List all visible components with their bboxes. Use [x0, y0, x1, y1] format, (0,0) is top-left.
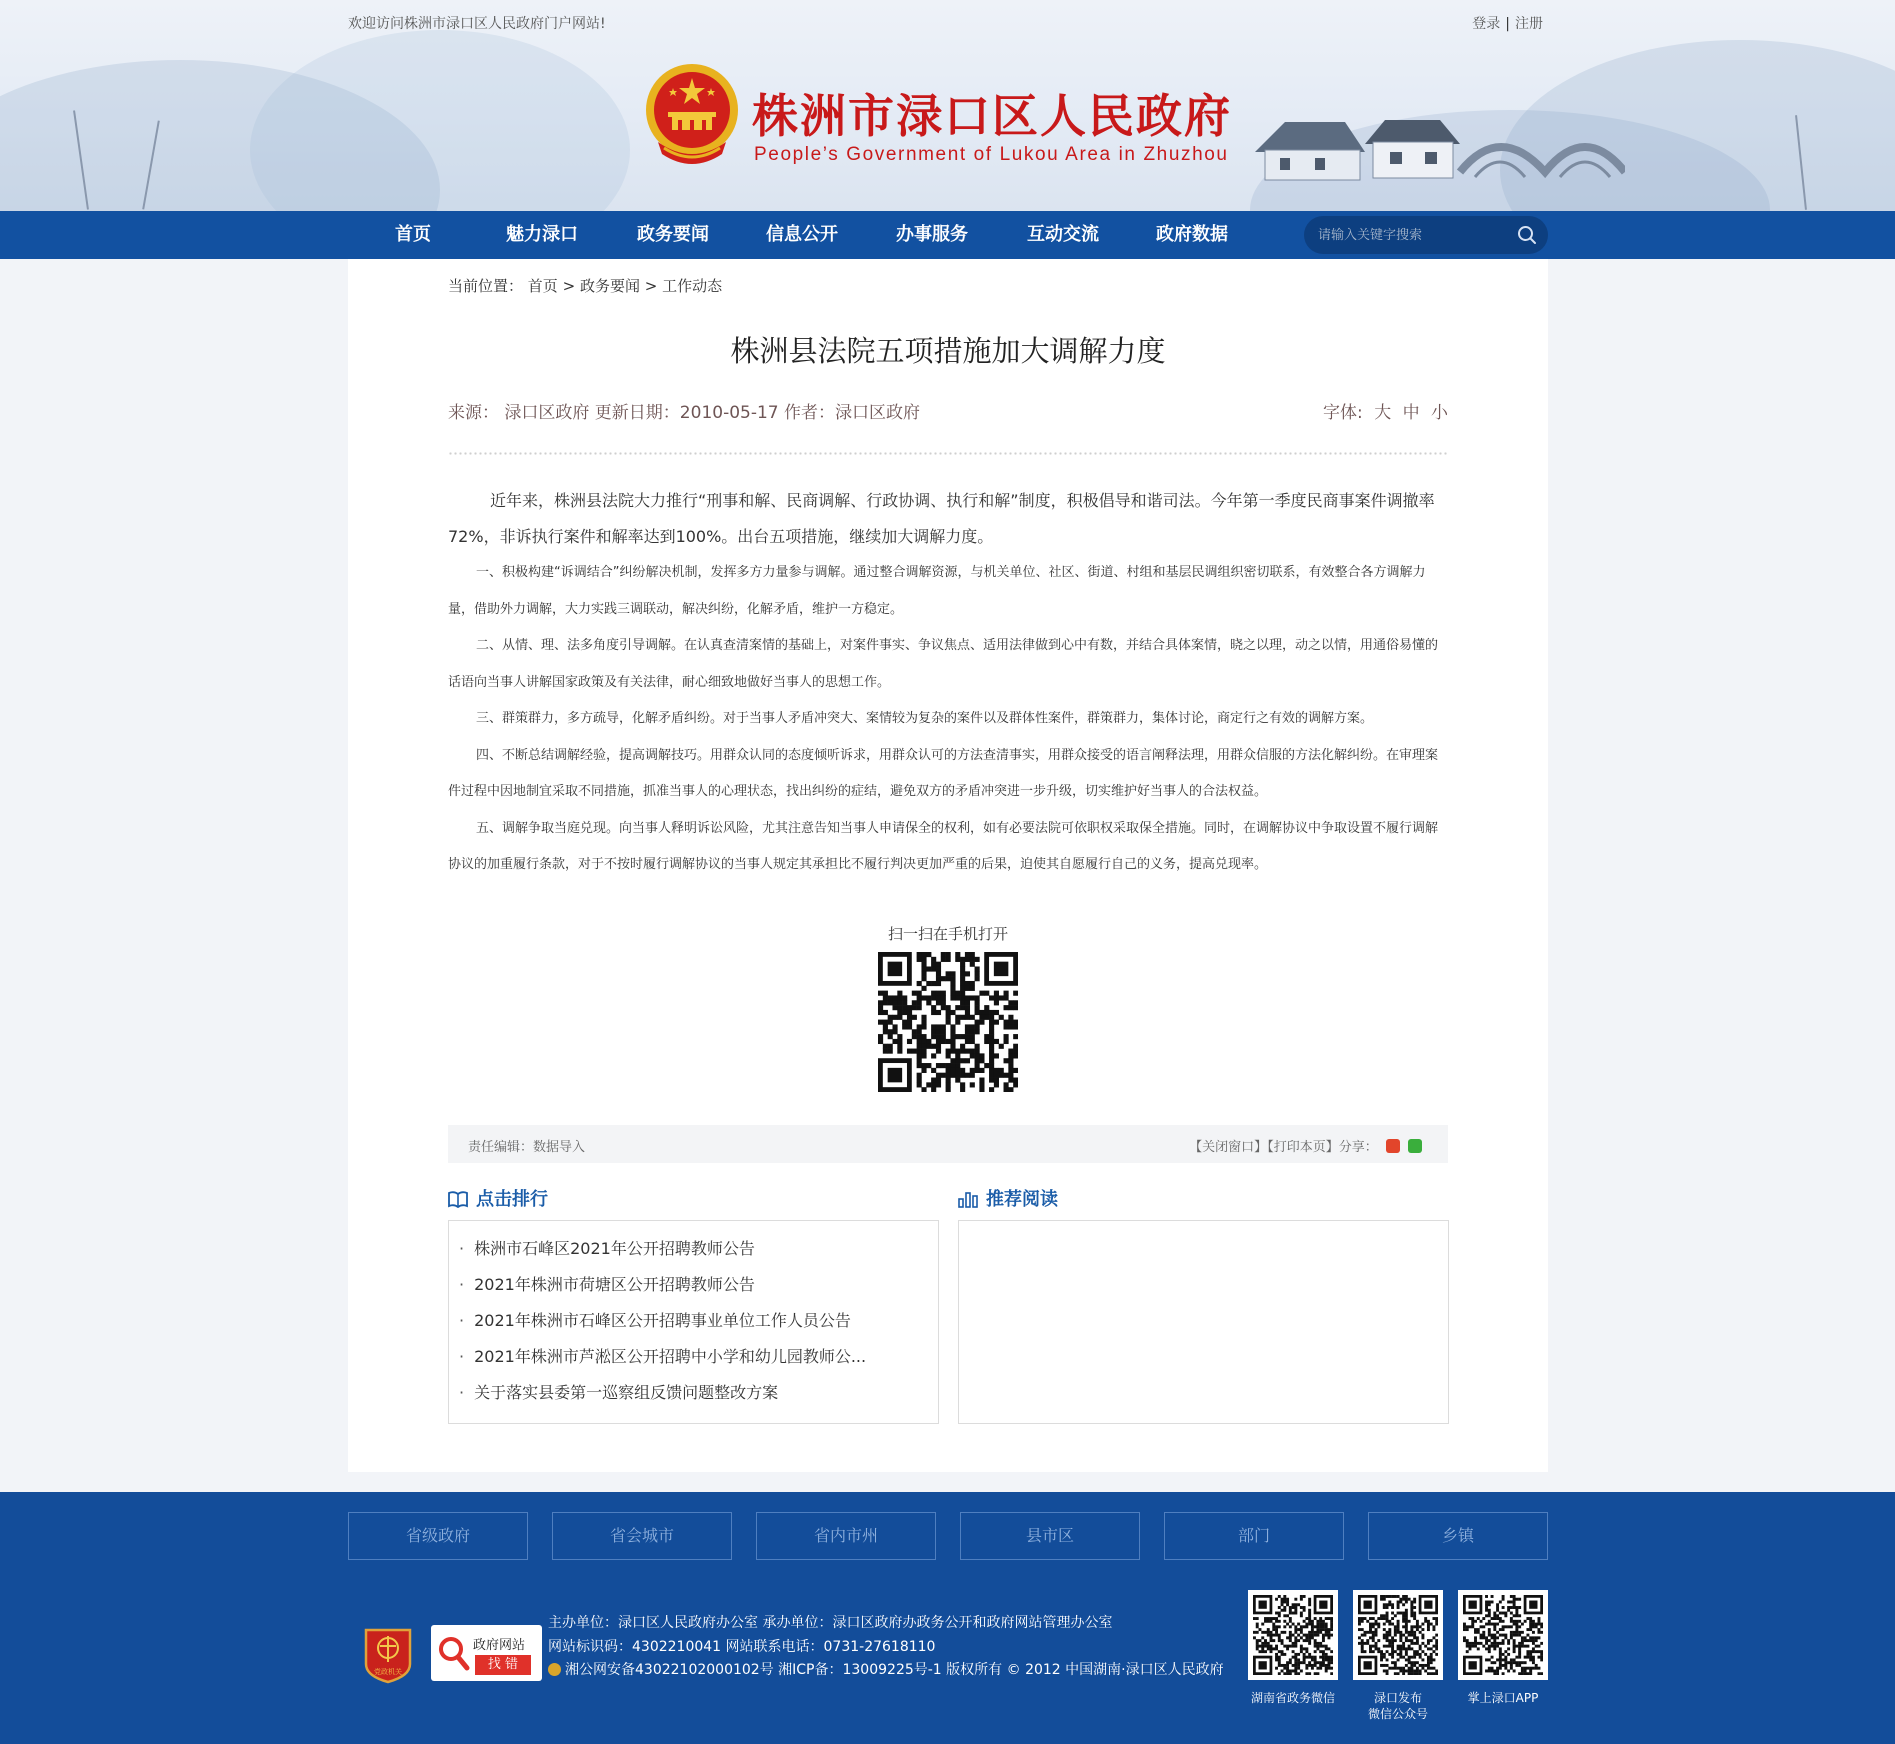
- ranking-header: [448, 1185, 548, 1211]
- share-label: 分享：: [1338, 1140, 1378, 1155]
- article-paragraph: 四、不断总结调解经验，提高调解技巧。用群众认同的态度倾听诉求，用群众认可的方法查清事实，用群众接受的语言阐释法理，用群众信服的方法化解纠纷。在审理案件过程中因地制宜采取不同措施，抓准当事人的心理状态，找出纠纷的症结，避免双方的矛盾冲突进一步升级，切实维护好当事人的合法权益。: [448, 747, 1439, 799]
- footer-info: [548, 1612, 1224, 1683]
- breadcrumb-work-news[interactable]: 工作动态: [662, 277, 723, 295]
- article-body: [448, 483, 1448, 884]
- site-footer: [0, 1492, 1895, 1744]
- dotted-divider: [448, 452, 1448, 458]
- font-size-small[interactable]: 小: [1431, 403, 1448, 423]
- search-input[interactable]: [1318, 216, 1508, 254]
- party-gov-badge-icon[interactable]: [362, 1624, 414, 1684]
- site-title: 株洲市渌口区人民政府: [752, 89, 1232, 143]
- breadcrumb-separator: >: [644, 277, 658, 295]
- footer-link-departments[interactable]: 部门: [1164, 1512, 1344, 1560]
- footer-copyright: 湘公网安备43022102000102号 湘ICP备：13009225号-1 版权所有 © 2012 中国湖南·渌口区人民政府: [565, 1662, 1224, 1678]
- village-bridge-illustration: [1255, 92, 1625, 182]
- qr-caption-lukou-app: 掌上渌口APP: [1467, 1691, 1539, 1705]
- ranking-list: [449, 1221, 938, 1411]
- print-page-link[interactable]: 【打印本页】: [1267, 1140, 1339, 1155]
- main-nav: [0, 211, 1895, 259]
- login-link[interactable]: 登录: [1472, 16, 1501, 32]
- editor-bar: [448, 1125, 1448, 1163]
- nav-item-charm-lukou[interactable]: 魅力渌口: [506, 224, 578, 245]
- book-icon: [448, 1190, 468, 1208]
- breadcrumb-prefix: 当前位置：: [448, 277, 524, 295]
- breadcrumb-home[interactable]: 首页: [527, 277, 558, 295]
- article-paragraph: 一、积极构建“诉调结合”纠纷解决机制，发挥多方力量参与调解。通过整合调解资源，与机关单位、社区、街道、村组和基层民调组织密切联系，有效整合各方调解力量，借助外力调解，大力实践三调联动，解决纠纷，化解矛盾，维护一方稳定。: [448, 565, 1426, 617]
- ranking-item[interactable]: · 关于落实县委第一巡察组反馈问题整改方案: [459, 1375, 938, 1411]
- site-subtitle: People’s Government of Lukou Area in Zhuzhou: [754, 144, 1229, 165]
- nav-item-gov-data[interactable]: 政府数据: [1156, 224, 1228, 245]
- font-size-large[interactable]: 大: [1374, 403, 1392, 423]
- report-button-bottom-text: 找 错: [475, 1655, 531, 1675]
- ranking-box: [448, 1220, 939, 1424]
- font-size-label: 字体:: [1323, 403, 1363, 423]
- article-tools: [1189, 1136, 1422, 1155]
- article-paragraph: 三、群策群力，多方疏导，化解矛盾纠纷。对于当事人矛盾冲突大、案情较为复杂的案件以及群体性案件，群策群力，集体讨论，商定行之有效的调解方案。: [476, 711, 1374, 726]
- gov-site-error-report-button[interactable]: [431, 1625, 542, 1681]
- article-paragraph: 五、调解争取当庭兑现。向当事人释明诉讼风险，尤其注意告知当事人申请保全的权利，如有必要法院可依职权采取保全措施。同时，在调解协议中争取设置不履行调解协议的加重履行条款，对于不按时履行调解协议的当事人规定其承担比不履行判决更加严重的后果，迫使其自愿履行自己的义务，提高兑现率。: [448, 820, 1439, 872]
- qr-caption-hunan-wechat: 湖南省政务微信: [1250, 1691, 1335, 1705]
- bar-chart-icon: [958, 1190, 978, 1208]
- register-link[interactable]: 注册: [1515, 16, 1543, 32]
- auth-links: [1472, 13, 1543, 33]
- footer-sponsor: 主办单位：渌口区人民政府办公室 承办单位：渌口区政府办政务公开和政府网站管理办公室: [548, 1615, 1113, 1631]
- auth-separator: |: [1505, 16, 1510, 32]
- ranking-item[interactable]: · 2021年株洲市荷塘区公开招聘教师公告: [459, 1267, 938, 1303]
- ranking-item[interactable]: · 株洲市石峰区2021年公开招聘教师公告: [459, 1231, 938, 1267]
- site-header: [0, 0, 1895, 211]
- recommend-title: 推荐阅读: [986, 1189, 1058, 1210]
- article-paragraph: 近年来，株洲县法院大力推行“刑事和解、民商调解、行政协调、执行和解”制度，积极倡导和谐司法。今年第一季度民商事案件调撤率72%，非诉执行案件和解率达到100%。出台五项措施，继续加大调解力度。: [448, 491, 1435, 546]
- weibo-share-icon[interactable]: [1386, 1139, 1400, 1153]
- breadcrumb-gov-news[interactable]: 政务要闻: [579, 277, 640, 295]
- wechat-share-icon[interactable]: [1408, 1139, 1422, 1153]
- breadcrumb: [448, 275, 722, 296]
- footer-link-counties[interactable]: 县市区: [960, 1512, 1140, 1560]
- font-size-switcher: [1323, 398, 1448, 423]
- qr-caption-lukou-wechat: 渌口发布 微信公众号: [1367, 1691, 1428, 1721]
- landscape-hill: [250, 30, 630, 211]
- footer-copyright-line: [548, 1659, 1224, 1683]
- nav-item-gov-news[interactable]: 政务要闻: [637, 224, 709, 245]
- close-window-link[interactable]: 【关闭窗口】: [1189, 1140, 1268, 1155]
- nav-item-interaction[interactable]: 互动交流: [1027, 224, 1099, 245]
- magnifier-icon: [437, 1633, 471, 1673]
- footer-link-cities[interactable]: 省内市州: [756, 1512, 936, 1560]
- ranking-title: 点击排行: [476, 1189, 548, 1210]
- qr-caption: 扫一扫在手机打开: [887, 925, 1008, 943]
- police-badge-icon: [548, 1663, 561, 1676]
- ranking-item[interactable]: · 2021年株洲市石峰区公开招聘事业单位工作人员公告: [459, 1303, 938, 1339]
- badge-label: 党政机关: [374, 1668, 402, 1676]
- ranking-item[interactable]: · 2021年株洲市芦淞区公开招聘中小学和幼儿园教师公...: [459, 1339, 938, 1375]
- recommend-box: [958, 1220, 1449, 1424]
- hunan-gov-wechat-qr: [1248, 1590, 1338, 1680]
- article-meta: 来源： 渌口区政府 更新日期：2010-05-17 作者：渌口区政府: [448, 403, 921, 423]
- breadcrumb-separator: >: [562, 277, 576, 295]
- responsible-editor: 责任编辑：数据导入: [468, 1140, 586, 1155]
- national-emblem-icon: [640, 62, 744, 172]
- welcome-text: 欢迎访问株洲市渌口区人民政府门户网站!: [348, 16, 606, 32]
- footer-link-towns[interactable]: 乡镇: [1368, 1512, 1548, 1560]
- recommend-header: [958, 1185, 1058, 1211]
- search-box: [1304, 216, 1548, 254]
- article-container: [348, 259, 1548, 1472]
- lukou-wechat-qr: [1353, 1590, 1443, 1680]
- font-size-medium[interactable]: 中: [1402, 403, 1420, 423]
- search-icon[interactable]: [1516, 224, 1538, 246]
- article-qr-code: [878, 952, 1018, 1092]
- article-title: 株洲县法院五项措施加大调解力度: [730, 334, 1166, 368]
- footer-link-capital-cities[interactable]: 省会城市: [552, 1512, 732, 1560]
- nav-item-home[interactable]: 首页: [395, 224, 431, 245]
- nav-item-info-disclosure[interactable]: 信息公开: [766, 224, 838, 245]
- nav-item-services[interactable]: 办事服务: [896, 224, 968, 245]
- report-button-top-text: 政府网站: [473, 1638, 526, 1653]
- article-paragraph: 二、从情、理、法多角度引导调解。在认真查清案情的基础上，对案件事实、争议焦点、适用法律做到心中有数，并结合具体案情，晓之以理，动之以情，用通俗易懂的话语向当事人讲解国家政策及有关法律，耐心细致地做好当事人的思想工作。: [448, 638, 1439, 690]
- footer-site-id: 网站标识码：4302210041 网站联系电话：0731-27618110: [548, 1638, 936, 1655]
- lukou-app-qr: [1458, 1590, 1548, 1680]
- footer-link-provincial-gov[interactable]: 省级政府: [348, 1512, 528, 1560]
